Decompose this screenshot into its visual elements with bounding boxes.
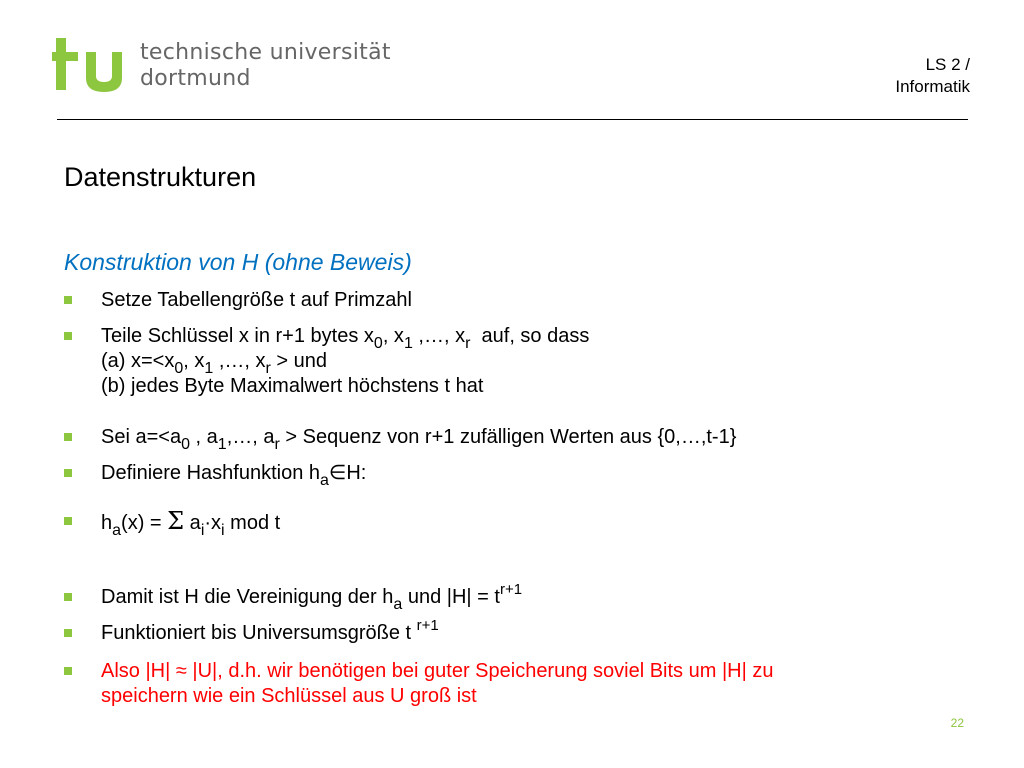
sigma-symbol: Σ [167, 507, 185, 535]
tu-logo [52, 38, 132, 92]
bullet-text [101, 425, 971, 453]
bullet-text: Setze Tabellengröße t auf Primzahl [101, 289, 412, 311]
superscript: r+1 [416, 617, 439, 634]
text-run: Sei a=<a [101, 426, 182, 448]
superscript: r+1 [499, 581, 523, 598]
subscript: r [465, 335, 471, 352]
subscript: r [274, 436, 280, 453]
header-divider [57, 119, 968, 120]
subscript: i [200, 522, 205, 539]
bullet-marker [64, 296, 72, 304]
text-run: mod t [224, 512, 281, 534]
bullet-line [101, 324, 971, 352]
slide-subheading: Konstruktion von H (ohne Beweis) [64, 249, 412, 275]
bullet-marker [64, 433, 72, 441]
text-run: Definiere Hashfunktion h [101, 462, 321, 484]
text-run: , x [183, 350, 205, 372]
department-line1: LS 2 / [925, 55, 970, 74]
subscript: 0 [181, 436, 190, 453]
page-number: 22 [950, 716, 964, 730]
subscript: r [265, 360, 271, 377]
subscript: 1 [204, 360, 214, 377]
subscript: 0 [174, 360, 184, 377]
text-run: ∈H: [328, 462, 367, 484]
text-run: ,…, x [213, 350, 266, 372]
department-line2: Informatik [895, 77, 970, 96]
university-name-line1: technische universität [140, 40, 391, 65]
university-name [140, 40, 391, 92]
text-run: auf, so dass [470, 325, 590, 347]
bullet-text [101, 659, 971, 709]
bullet-line: (b) jedes Byte Maximalwert höchstens t hat [101, 375, 484, 397]
text-run: , a [189, 426, 218, 448]
subscript: 0 [373, 335, 383, 352]
text-run: (a) x=<x [101, 350, 175, 372]
text-run: Funktioniert bis Universumsgröße t [101, 622, 417, 644]
department-label [895, 54, 970, 98]
subscript: a [112, 522, 122, 539]
bullet-text [101, 461, 971, 489]
bullet-marker [64, 517, 72, 525]
text-run: Damit ist H die Vereinigung der h [101, 586, 394, 608]
bullet-marker [64, 469, 72, 477]
bullet-marker [64, 667, 72, 675]
subscript: 1 [217, 436, 227, 453]
bullet-text [101, 507, 971, 539]
bullet-text [101, 617, 971, 646]
text-run: h [101, 512, 113, 534]
text-run: a [184, 512, 201, 534]
subscript: i [221, 522, 225, 539]
text-run: > und [270, 350, 328, 372]
bullet-marker [64, 629, 72, 637]
bullet-line: speichern wie ein Schlüssel aus U groß ist [101, 685, 477, 707]
bullet-line [101, 349, 971, 377]
subscript: a [320, 472, 329, 489]
bullet-text [101, 581, 971, 613]
bullet-marker [64, 593, 72, 601]
bullet-text [101, 324, 971, 399]
text-run: und |H| = t [402, 586, 500, 608]
slide-title: Datenstrukturen [64, 162, 257, 192]
bullet-line: Also |H| ≈ |U|, d.h. wir benötigen bei guter Speicherung soviel Bits um |H| zu [101, 660, 774, 682]
text-run: ·x [204, 512, 222, 534]
bullet-marker [64, 332, 72, 340]
subscript: 1 [403, 335, 413, 352]
text-run: , x [382, 325, 404, 347]
text-run: ,…, x [412, 325, 466, 347]
university-name-line2: dortmund [140, 66, 251, 91]
text-run: > Sequenz von r+1 zufälligen Werten aus {0,…,t-1} [279, 426, 737, 448]
text-run: ,…, a [226, 426, 275, 448]
text-run: Teile Schlüssel x in r+1 bytes x [101, 325, 374, 347]
subscript: a [393, 596, 403, 613]
text-run: (x) = [121, 512, 168, 534]
